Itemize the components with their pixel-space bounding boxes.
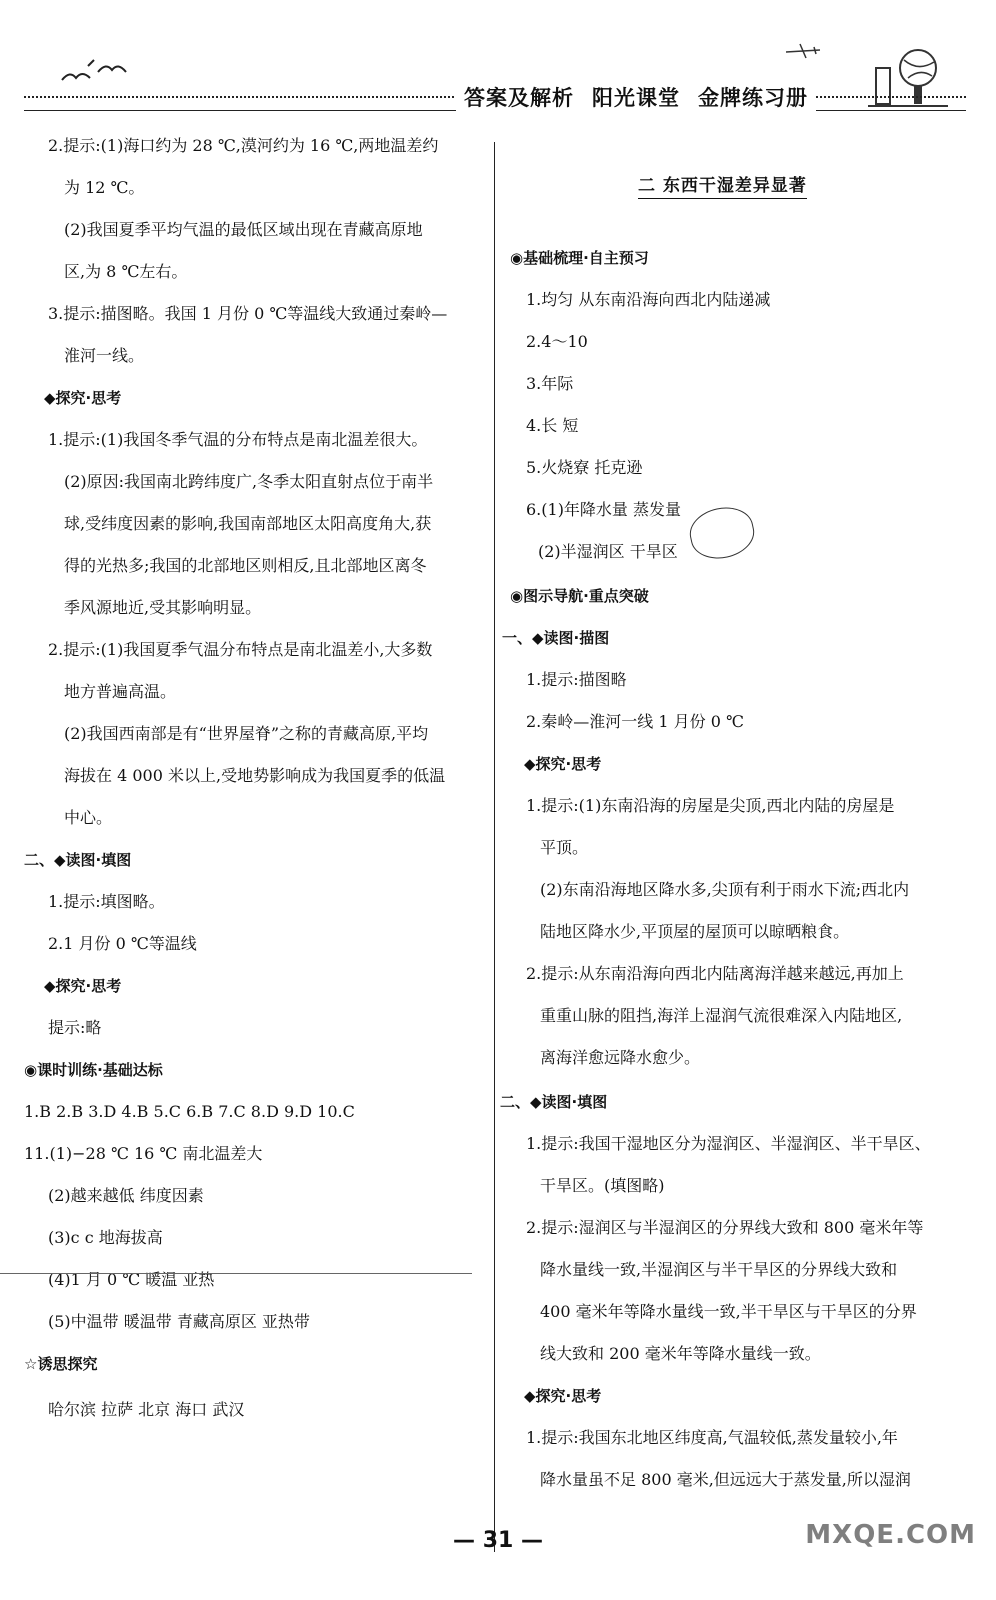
- text-line: 4.长 短: [526, 416, 579, 435]
- stamp-seal: [686, 502, 759, 564]
- text-line: 2.提示:从东南沿海向西北内陆离海洋越来越远,再加上: [526, 964, 904, 983]
- text-line: 为 12 ℃。: [64, 178, 145, 197]
- text-line: 6.(1)年降水量 蒸发量: [526, 500, 682, 519]
- text-line: 2.1 月份 0 ℃等温线: [48, 934, 197, 953]
- section-heading: 一、◆读图·描图: [502, 629, 610, 647]
- answer-line: (5)中温带 暖温带 青藏高原区 亚热带: [48, 1312, 310, 1331]
- text-line: 1.均匀 从东南沿海向西北内陆递减: [526, 290, 771, 309]
- text-line: 季风源地近,受其影响明显。: [64, 598, 262, 617]
- text-line: 2.提示:(1)海口约为 28 ℃,漠河约为 16 ℃,两地温差约: [48, 136, 439, 155]
- text-line: 1.提示:我国干湿地区分为湿润区、半湿润区、半干旱区、: [526, 1134, 931, 1153]
- text-line: 提示:略: [48, 1018, 102, 1037]
- header-title-series: 阳光课堂: [592, 86, 680, 110]
- answer-line: 哈尔滨 拉萨 北京 海口 武汉: [48, 1400, 245, 1419]
- text-line: 平顶。: [540, 838, 589, 857]
- answer-line: (2)越来越低 纬度因素: [48, 1186, 204, 1205]
- page-number: — 31 —: [453, 1528, 543, 1553]
- section-heading: 二、◆读图·填图: [24, 851, 132, 869]
- text-line: 降水量虽不足 800 毫米,但远远大于蒸发量,所以湿润: [540, 1470, 911, 1489]
- text-line: 区,为 8 ℃左右。: [64, 262, 188, 281]
- column-divider: [494, 142, 495, 1552]
- text-line: 球,受纬度因素的影响,我国南部地区太阳高度角大,获: [64, 514, 432, 533]
- text-line: 2.秦岭—淮河一线 1 月份 0 ℃: [526, 712, 744, 731]
- text-line: 2.提示:(1)我国夏季气温分布特点是南北温差小,大多数: [48, 640, 433, 659]
- section-heading: ◆探究·思考: [524, 1387, 602, 1405]
- section-heading: ◉课时训练·基础达标: [24, 1061, 163, 1079]
- page-header: [0, 0, 996, 140]
- text-line: 得的光热多;我国的北部地区则相反,且北部地区离冬: [64, 556, 427, 575]
- text-line: 1.提示:(1)东南沿海的房屋是尖顶,西北内陆的房屋是: [526, 796, 895, 815]
- text-line: 400 毫米年等降水量线一致,半干旱区与干旱区的分界: [540, 1302, 917, 1321]
- header-title-answers: 答案及解析: [464, 86, 574, 110]
- answer-line: (4)1 月 0 ℃ 暖温 亚热: [48, 1270, 215, 1289]
- globe-icon: [868, 46, 948, 108]
- section-heading: ◉图示导航·重点突破: [510, 587, 649, 605]
- text-line: 陆地区降水少,平顶屋的屋顶可以晾晒粮食。: [540, 922, 850, 941]
- answer-line: 1.B 2.B 3.D 4.B 5.C 6.B 7.C 8.D 9.D 10.C: [24, 1102, 355, 1121]
- text-line: 中心。: [64, 808, 113, 827]
- text-line: 2.4～10: [526, 332, 588, 351]
- section-heading: ☆诱思探究: [24, 1355, 98, 1373]
- text-line: (2)我国西南部是有“世界屋脊”之称的青藏高原,平均: [64, 724, 429, 743]
- section-heading: 二、◆读图·填图: [500, 1093, 608, 1111]
- section-heading: ◆探究·思考: [44, 389, 122, 407]
- section-heading: ◆探究·思考: [524, 755, 602, 773]
- text-line: (2)东南沿海地区降水多,尖顶有利于雨水下流;西北内: [540, 880, 910, 899]
- text-line: 海拔在 4 000 米以上,受地势影响成为我国夏季的低温: [64, 766, 446, 785]
- section-heading: ◆探究·思考: [44, 977, 122, 995]
- watermark-logo: MXQE.COM: [805, 1520, 976, 1550]
- header-title: [456, 82, 816, 112]
- text-line: (2)我国夏季平均气温的最低区域出现在青藏高原地: [64, 220, 423, 239]
- text-line: 1.提示:我国东北地区纬度高,气温较低,蒸发量较小,年: [526, 1428, 898, 1447]
- text-line: 1.提示:(1)我国冬季气温的分布特点是南北温差很大。: [48, 430, 428, 449]
- text-line: 干旱区。(填图略): [540, 1176, 665, 1195]
- birds-icon: [60, 58, 140, 88]
- section-heading: ◉基础梳理·自主预习: [510, 249, 649, 267]
- text-line: 线大致和 200 毫米年等降水量线一致。: [540, 1344, 821, 1363]
- section-title: 二 东西干湿差异显著: [638, 176, 807, 199]
- text-line: 5.火烧寮 托克逊: [526, 458, 643, 477]
- plane-icon: [784, 42, 824, 62]
- text-line: (2)原因:我国南北跨纬度广,冬季太阳直射点位于南半: [64, 472, 434, 491]
- text-line: 地方普遍高温。: [64, 682, 177, 701]
- header-title-book: 金牌练习册: [698, 86, 808, 110]
- horizontal-rule: [0, 1273, 472, 1274]
- answer-line: 11.(1)−28 ℃ 16 ℃ 南北温差大: [24, 1144, 263, 1163]
- text-line: 离海洋愈远降水愈少。: [540, 1048, 701, 1067]
- text-line: 淮河一线。: [64, 346, 145, 365]
- answer-line: (3)c c 地海拔高: [48, 1228, 163, 1247]
- text-line: 重重山脉的阻挡,海洋上湿润气流很难深入内陆地区,: [540, 1006, 903, 1025]
- text-line: 3.提示:描图略。我国 1 月份 0 ℃等温线大致通过秦岭—: [48, 304, 448, 323]
- text-line: 降水量线一致,半湿润区与半干旱区的分界线大致和: [540, 1260, 898, 1279]
- text-line: 1.提示:填图略。: [48, 892, 165, 911]
- text-line: 3.年际: [526, 374, 574, 393]
- text-line: 2.提示:湿润区与半湿润区的分界线大致和 800 毫米年等: [526, 1218, 924, 1237]
- text-line: 1.提示:描图略: [526, 670, 627, 689]
- text-line: (2)半湿润区 干旱区: [538, 542, 678, 561]
